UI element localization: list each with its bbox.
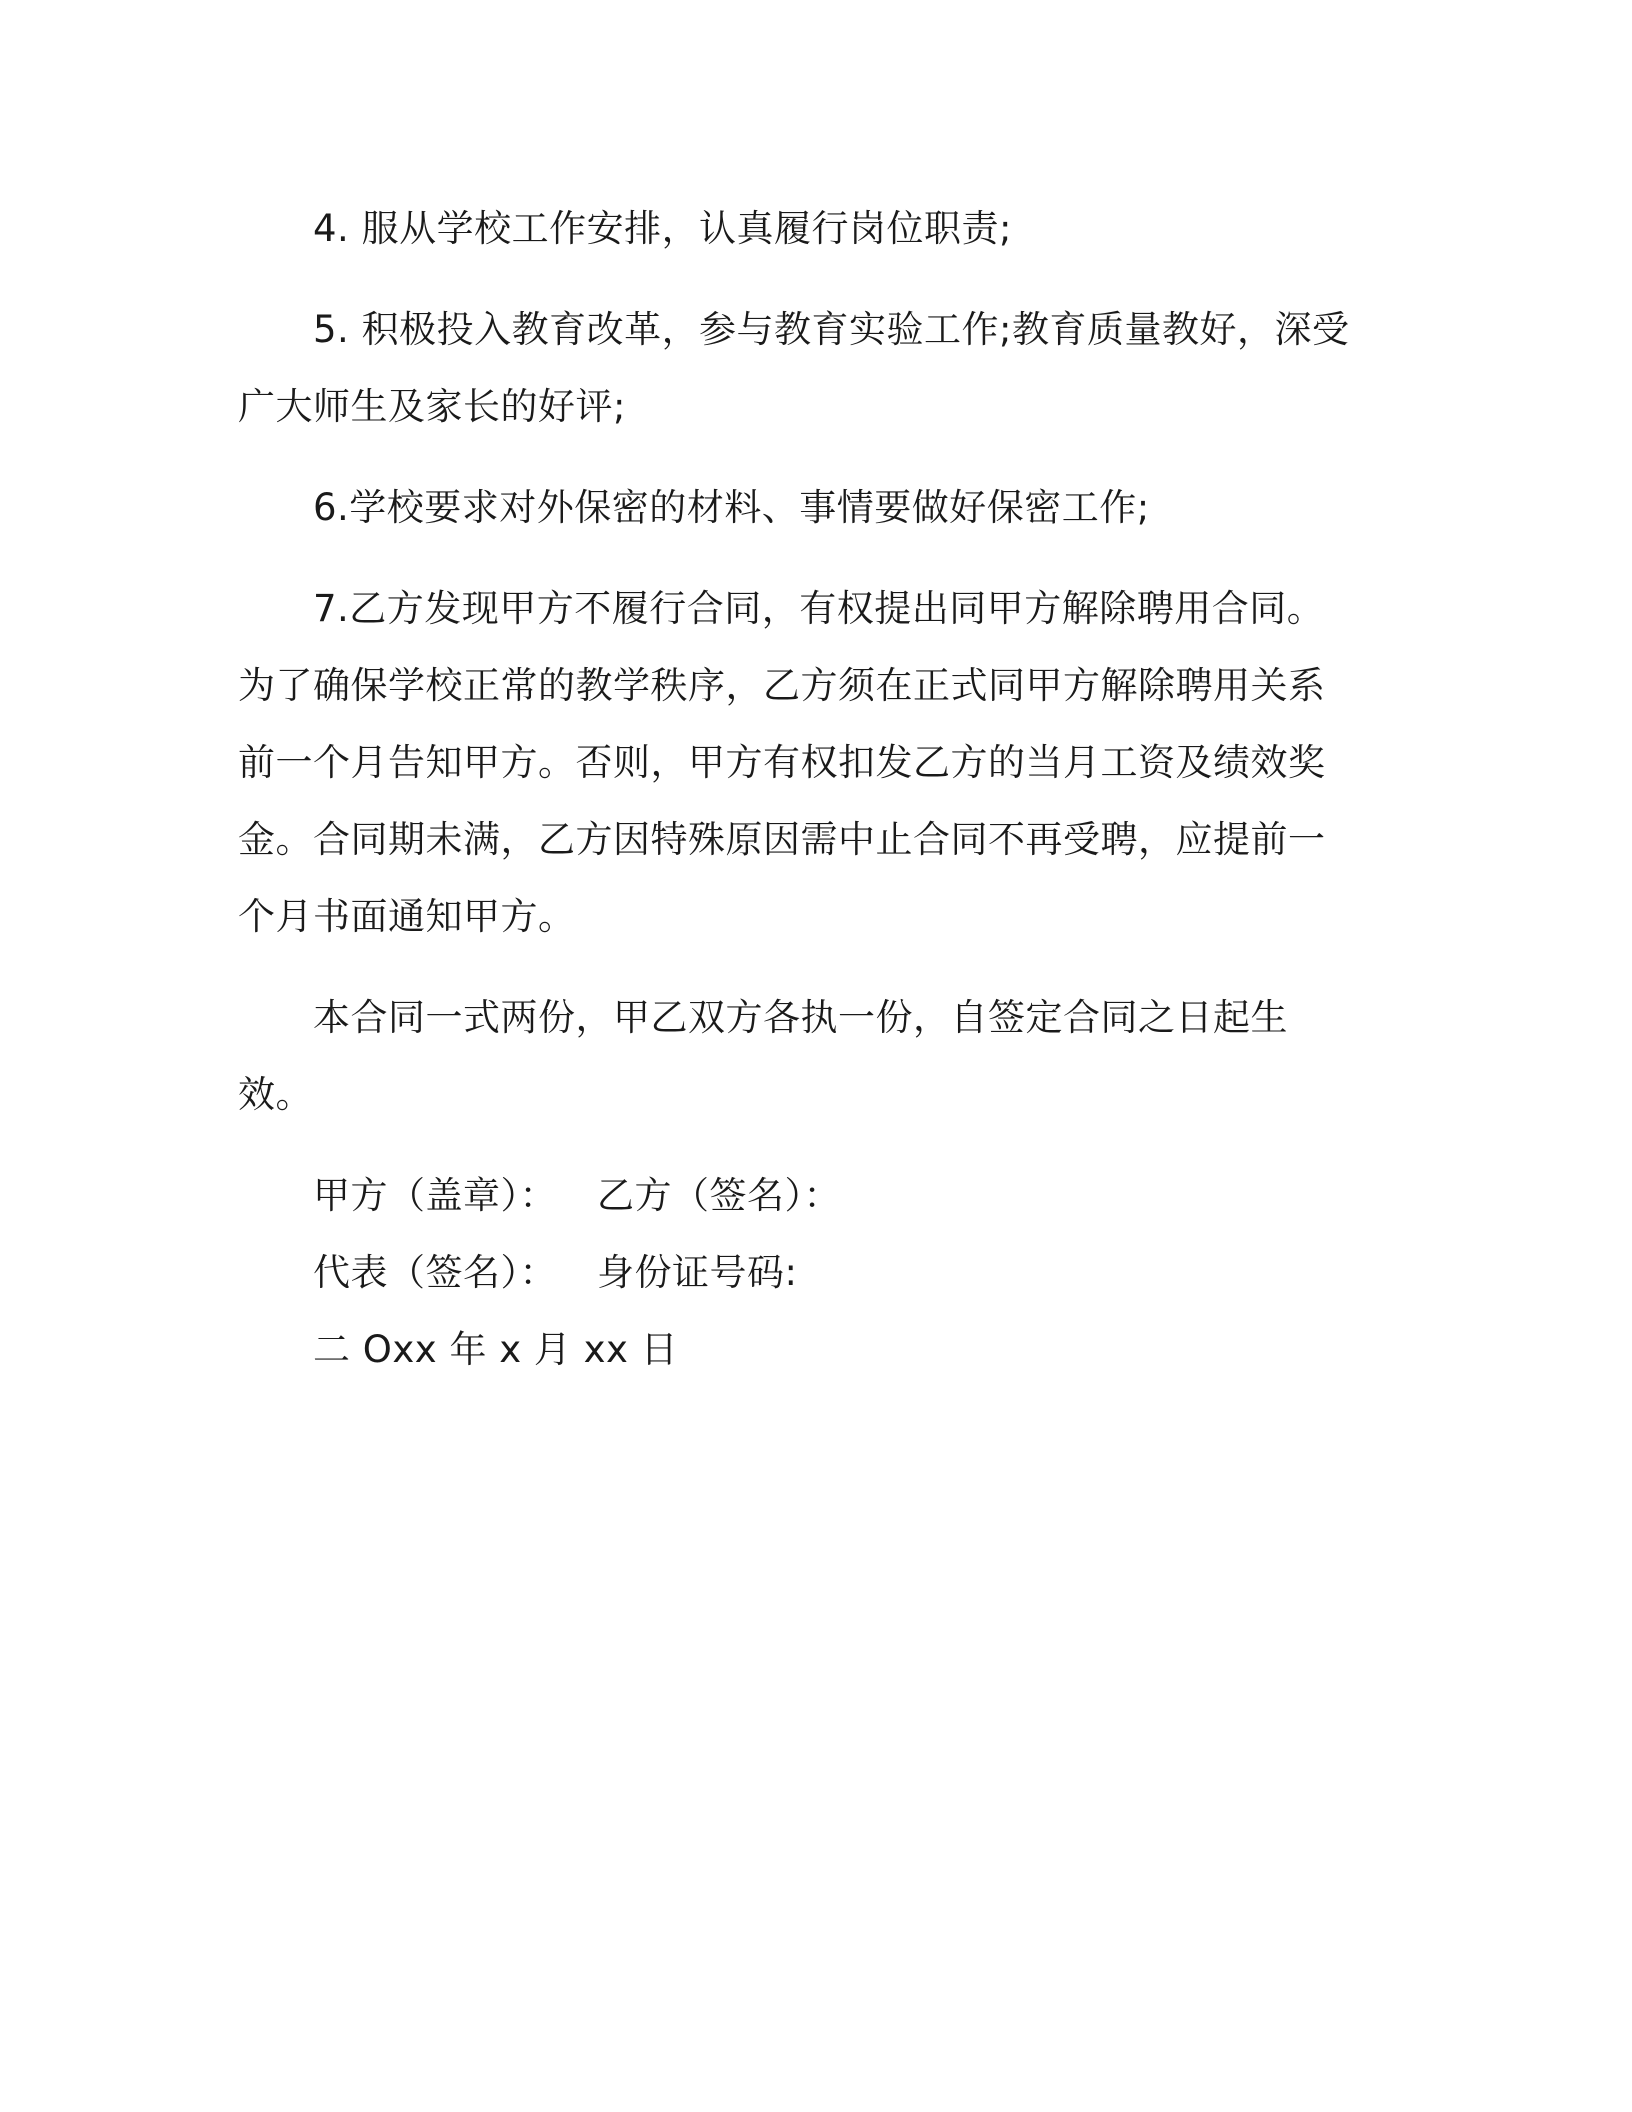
party-a-label: 甲方（盖章）：	[313, 1174, 557, 1217]
clause-7: 7.乙方发现甲方不履行合同，有权提出同甲方解除聘用合同。为了确保学校正常的教学秩序，乙方须在正式同甲方解除聘用关系前一个月告知甲方。否则，甲方有权扣发乙方的当月工资及绩效奖金。合同期未满，乙方因特殊原因需中止合同不再受聘，应提前一个月书面通知甲方。	[238, 587, 1326, 938]
id-number-label: 身份证号码:	[597, 1251, 798, 1294]
clause-6: 6.学校要求对外保密的材料、事情要做好保密工作;	[313, 486, 1150, 529]
representative-label: 代表（签名）：	[313, 1251, 557, 1294]
date-line: 二 Oxx 年 x 月 xx 日	[313, 1328, 679, 1371]
clause-5: 5. 积极投入教育改革，参与教育实验工作;教育质量教好，深受广大师生及家长的好评;	[238, 308, 1350, 428]
contract-effect-statement: 本合同一式两份，甲乙双方各执一份，自签定合同之日起生效。	[238, 996, 1288, 1116]
party-b-label: 乙方（签名）：	[597, 1174, 841, 1217]
signature-row-representative	[238, 1234, 1358, 1311]
signature-row-parties	[238, 1157, 1358, 1234]
document-body	[238, 190, 1358, 1388]
clause-4: 4. 服从学校工作安排，认真履行岗位职责;	[313, 207, 1013, 250]
